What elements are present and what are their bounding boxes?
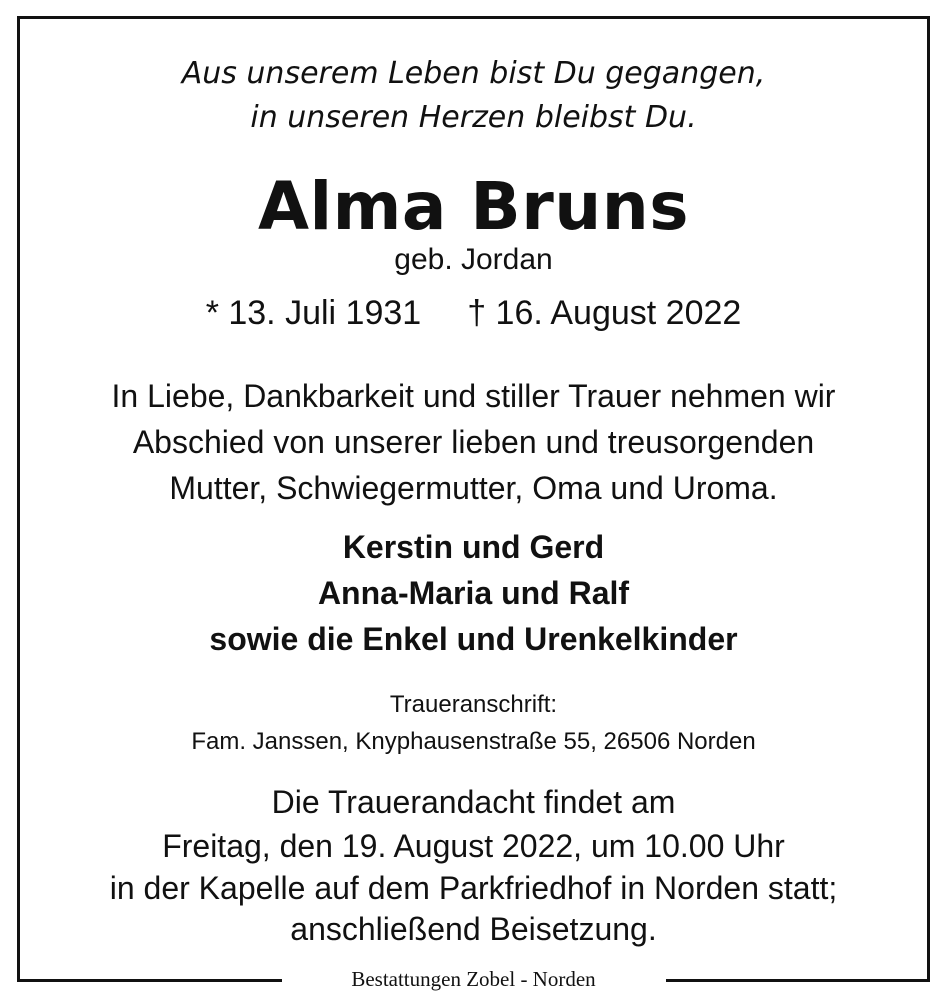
motto-line-1: Aus unserem Leben bist Du gegangen, bbox=[181, 56, 766, 91]
mourners-line-1: Kerstin und Gerd bbox=[342, 529, 605, 565]
address-value: Fam. Janssen, Knyphausenstraße 55, 26506 Norden bbox=[191, 728, 756, 755]
service-line-4: anschließend Beisetzung. bbox=[290, 911, 657, 947]
motto-line-2: in unseren Herzen bleibst Du. bbox=[250, 100, 697, 135]
service-line-2: Freitag, den 19. August 2022, um 10.00 Uhr bbox=[162, 828, 785, 864]
life-dates bbox=[0, 294, 947, 333]
message-line-2: Abschied von unserer lieben und treusorgenden bbox=[132, 424, 815, 460]
undertaker-credit: Bestattungen Zobel - Norden bbox=[351, 967, 596, 991]
birth-date: * 13. Juli 1931 bbox=[205, 294, 422, 332]
message-line-1: In Liebe, Dankbarkeit und stiller Trauer nehmen wir bbox=[111, 378, 836, 414]
deceased-name: Alma Bruns bbox=[257, 168, 690, 245]
address-label: Traueranschrift: bbox=[389, 691, 558, 718]
death-date: † 16. August 2022 bbox=[467, 294, 742, 332]
mourners-line-2: Anna-Maria und Ralf bbox=[317, 575, 630, 611]
service-line-3: in der Kapelle auf dem Parkfriedhof in Norden statt; bbox=[109, 870, 838, 906]
mourners-line-3: sowie die Enkel und Urenkelkinder bbox=[209, 621, 738, 657]
message-line-3: Mutter, Schwiegermutter, Oma und Uroma. bbox=[169, 470, 778, 506]
service-line-1: Die Trauerandacht findet am bbox=[271, 784, 676, 820]
maiden-name: geb. Jordan bbox=[394, 243, 553, 276]
